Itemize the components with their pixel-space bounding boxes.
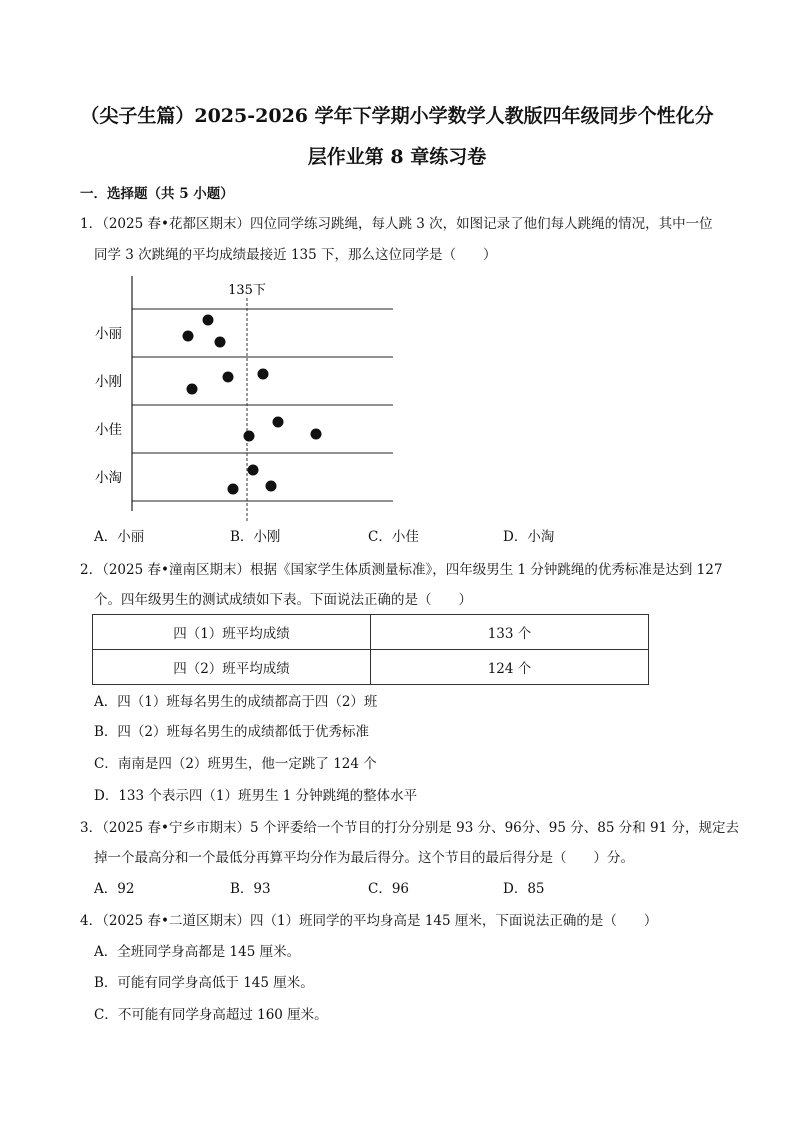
dot-xiaoli-1 [203,315,214,326]
q1-option-c[interactable]: C．小佳 [368,529,419,545]
q4-option-a[interactable]: A．全班同学身高都是 145 厘米。 [94,944,301,960]
q3-option-d[interactable]: D．85 [503,881,545,897]
dot-xiaoli-3 [215,337,226,348]
dot-xiaogang-1 [258,369,269,380]
section-heading: 一．选择题（共 5 小题） [80,186,234,202]
row-label-xiaojia: 小佳 [95,422,122,438]
table-cell-score: 124 个 [371,650,649,685]
page-title-line1: （尖子生篇）2025-2026 学年下学期小学数学人教版四年级同步个性化分 [80,105,714,127]
q2-stem-line1: 2．（2025 春•潼南区期末）根据《国家学生体质测量标准》，四年级男生 1 分钟跳绳的优秀标准是达到 127 [80,562,723,578]
row-label-xiaoli: 小丽 [95,326,122,342]
q1-option-b[interactable]: B．小刚 [230,529,281,545]
dot-xiaotao-1 [248,465,259,476]
q2-option-b[interactable]: B．四（2）班每名男生的成绩都低于优秀标准 [94,724,370,740]
dot-xiaojia-3 [244,431,255,442]
q4-stem-line1: 4．（2025 春•二道区期末）四（1）班同学的平均身高是 145 厘米，下面说法正确的是（ ） [80,913,658,929]
table-cell-class: 四（2）班平均成绩 [93,650,371,685]
row-label-xiaogang: 小刚 [95,374,122,390]
q1-dot-chart [90,276,410,526]
q2-option-d[interactable]: D．133 个表示四（1）班男生 1 分钟跳绳的整体水平 [94,788,418,804]
q2-score-table [92,614,649,685]
q1-option-d[interactable]: D．小淘 [503,529,555,545]
q1-stem-line1: 1．（2025 春•花都区期末）四位同学练习跳绳，每人跳 3 次，如图记录了他们每人跳绳的情况，其中一位 [80,216,713,232]
q3-stem-line2: 掉一个最高分和一个最低分再算平均分作为最后得分。这个节目的最后得分是（ ）分。 [94,850,634,866]
row-label-xiaotao: 小淘 [95,470,122,486]
table-cell-class: 四（1）班平均成绩 [93,615,371,650]
dot-xiaotao-2 [266,481,277,492]
page-title-line2: 层作业第 8 章练习卷 [307,146,487,168]
q2-option-c[interactable]: C．南南是四（2）班男生，他一定跳了 124 个 [94,756,377,772]
q1-option-a[interactable]: A．小丽 [94,529,145,545]
reference-label: 135下 [228,283,266,298]
q1-stem-line2: 同学 3 次跳绳的平均成绩最接近 135 下，那么这位同学是（ ） [94,247,497,263]
dot-xiaoli-2 [183,331,194,342]
q3-option-c[interactable]: C．96 [368,881,410,897]
dot-xiaogang-2 [223,372,234,383]
q2-option-a[interactable]: A．四（1）班每名男生的成绩都高于四（2）班 [94,694,378,710]
q4-option-c[interactable]: C．不可能有同学身高超过 160 厘米。 [94,1007,328,1023]
dot-xiaojia-2 [311,429,322,440]
q4-option-b[interactable]: B．可能有同学身高低于 145 厘米。 [94,975,314,991]
q2-stem-line2: 个。四年级男生的测试成绩如下表。下面说法正确的是（ ） [94,592,472,608]
dot-xiaogang-3 [187,384,198,395]
q3-stem-line1: 3．（2025 春•宁乡市期末）5 个评委给一个节目的打分分别是 93 分、96分、95 分、85 分和 91 分，规定去 [80,820,739,836]
table-cell-score: 133 个 [371,615,649,650]
q3-option-b[interactable]: B．93 [230,881,271,897]
table-row [93,650,649,685]
q3-option-a[interactable]: A．92 [94,881,135,897]
table-row [93,615,649,650]
dot-xiaotao-3 [228,484,239,495]
dot-xiaojia-1 [273,417,284,428]
